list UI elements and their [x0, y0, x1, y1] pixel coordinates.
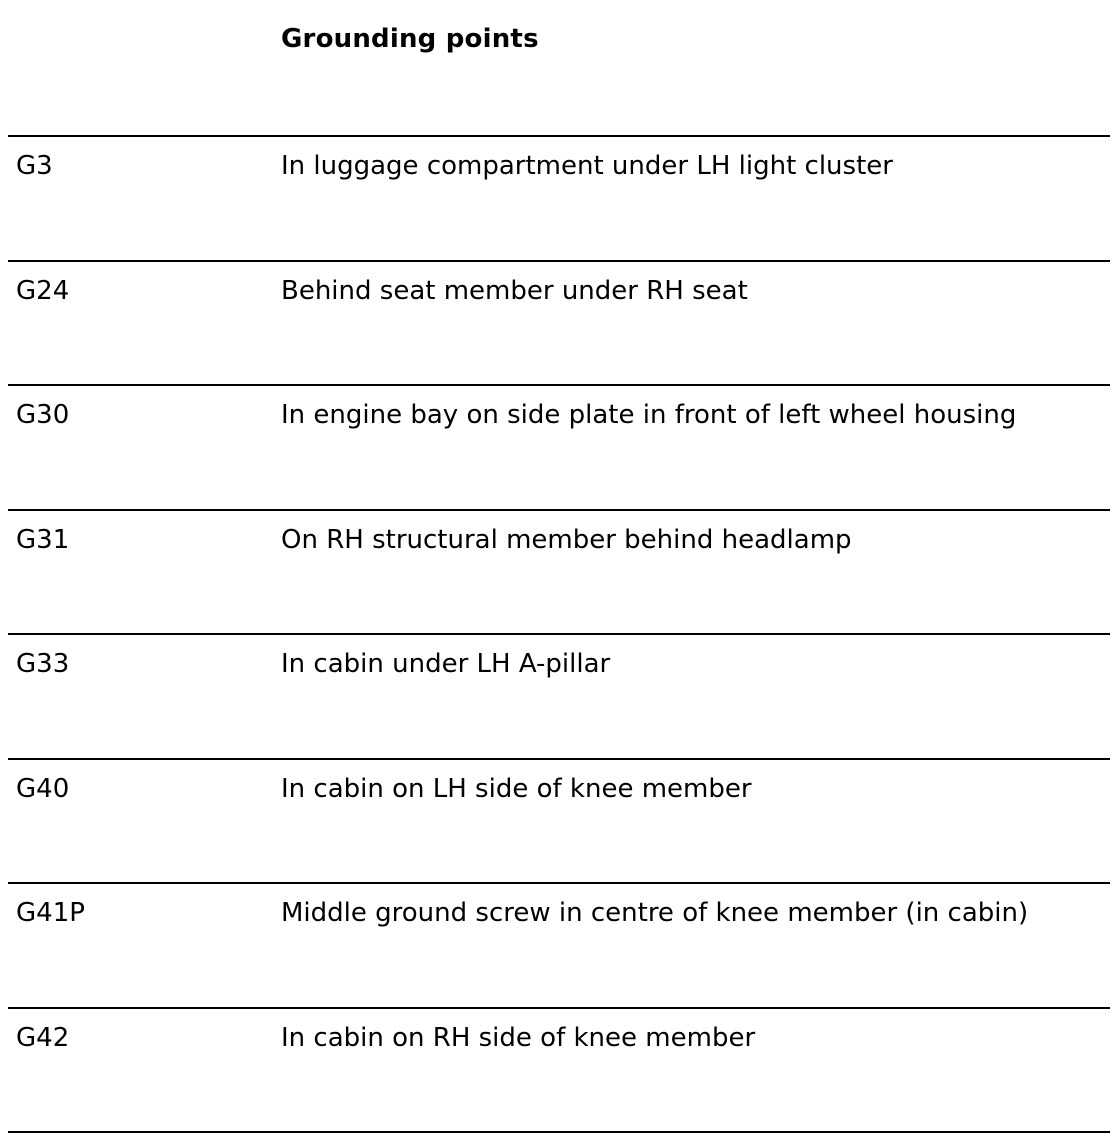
ground-location: In cabin on RH side of knee member	[281, 1022, 756, 1053]
ground-code: G3	[16, 151, 53, 181]
ground-code: G41P	[16, 898, 85, 928]
table-row	[8, 758, 1110, 883]
table-row	[8, 509, 1110, 634]
table-row	[8, 260, 1110, 385]
ground-code: G42	[16, 1022, 70, 1053]
ground-code: G40	[16, 773, 70, 804]
ground-code: G33	[16, 649, 70, 679]
ground-location: Middle ground screw in centre of knee member (in cabin)	[281, 898, 1029, 928]
ground-code: G31	[16, 524, 70, 555]
page-title: Grounding points	[281, 24, 539, 54]
ground-location: In engine bay on side plate in front of left wheel housing	[281, 400, 1017, 430]
table-row	[8, 1007, 1110, 1133]
ground-location: On RH structural member behind headlamp	[281, 524, 852, 555]
grounding-points-table	[8, 135, 1110, 1133]
ground-location: In cabin under LH A-pillar	[281, 649, 611, 679]
ground-code: G24	[16, 275, 70, 306]
ground-location: Behind seat member under RH seat	[281, 275, 748, 306]
ground-location: In luggage compartment under LH light cluster	[281, 151, 893, 181]
table-row	[8, 384, 1110, 509]
table-row	[8, 882, 1110, 1007]
table-row	[8, 633, 1110, 758]
ground-location: In cabin on LH side of knee member	[281, 773, 752, 804]
ground-code: G30	[16, 400, 70, 430]
table-row	[8, 135, 1110, 260]
